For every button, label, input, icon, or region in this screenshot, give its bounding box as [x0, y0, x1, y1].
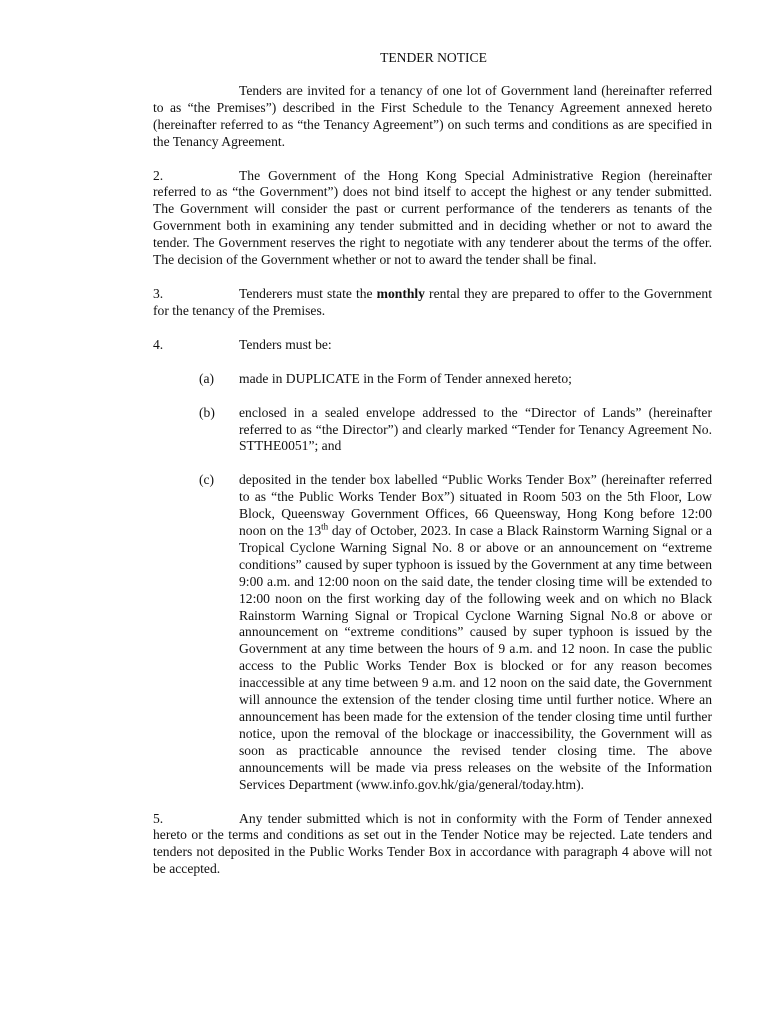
- subparagraph-a: [153, 371, 712, 388]
- paragraph-5-text: Any tender submitted which is not in conformity with the Form of Tender annexed hereto or the terms and conditions as set out in the Tender Notice may be rejected. Late tenders and tenders not deposited in the Public Works Tender Box in accordance with paragraph 4 above will not be accepted.: [153, 810, 712, 877]
- paragraph-3-number: 3.: [153, 285, 164, 301]
- ordinal-superscript: th: [321, 521, 329, 532]
- paragraph-2-number: 2.: [153, 167, 164, 183]
- paragraph-3: [153, 286, 712, 320]
- paragraph-4-text: Tenders must be:: [239, 336, 332, 352]
- subparagraph-c-label: (c): [199, 472, 215, 488]
- document-title: TENDER NOTICE: [380, 50, 487, 65]
- subparagraph-b: [153, 405, 712, 456]
- paragraph-5: [153, 811, 712, 879]
- paragraph-5-number: 5.: [153, 810, 164, 826]
- paragraph-2: [153, 168, 712, 269]
- paragraph-1: [153, 83, 712, 151]
- subparagraph-c-text-before: deposited in the tender box labelled “Public Works Tender Box” (hereinafter referred to as “the Public Works Tender Box”) situated in Room 503 on the 5th Floor, Low Block, Queensway Government Offices, 66 Queensway, Hong Kong before 12:00 noon on the 13: [239, 472, 712, 539]
- paragraph-3-text-before: Tenderers must state the: [239, 285, 377, 301]
- subparagraph-c-text: [239, 472, 712, 793]
- paragraph-1-text: Tenders are invited for a tenancy of one lot of Government land (hereinafter referred to as “the Premises”) described in the First Schedule to the Tenancy Agreement annexed hereto (hereinafter referred to as “the Tenancy Agreement”) on such terms and conditions as are specified in the Tenancy Agreement.: [153, 82, 712, 149]
- document-page: [153, 50, 712, 895]
- paragraph-4-number: 4.: [153, 336, 164, 352]
- subparagraph-c-text-after: day of October, 2023. In case a Black Rainstorm Warning Signal or a Tropical Cyclone Warning Signal No. 8 or above or an announcement on “extreme conditions” caused by super typhoon is issued by the Government at any time between 9:00 a.m. and 12:00 noon on the said date, the tender closing time will be extended to 12:00 noon on the first working day of the following week and on which no Black Rainstorm Warning Signal or Tropical Cyclone Warning Signal No.8 or above or announcement on “extreme conditions” caused by super typhoon is issued by the Government at any time between the hours of 9 a.m. and 12 noon. In case the public access to the Public Works Tender Box is blocked or for any reason becomes inaccessible at any time between 9 a.m. and 12 noon on the said date, the Government will announce the extension of the tender closing time until further notice. Where an announcement has been made for the extension of the tender closing time until further notice, upon the removal of the blockage or inaccessibility, the Government will as soon as practicable announce the revised tender closing time. The above announcements will be made via press releases on the website of the Information Services Department (www.info.gov.hk/gia/general/today.htm).: [239, 523, 712, 792]
- paragraph-2-text: The Government of the Hong Kong Special Administrative Region (hereinafter referred to as “the Government”) does not bind itself to accept the highest or any tender submitted. The Government will consider the past or current performance of the tenderers as tenants of the Government both in examining any tender submitted and in deciding whether or not to award the tender. The Government reserves the right to negotiate with any tenderer about the terms of the offer. The decision of the Government whether or not to award the tender shall be final.: [153, 167, 712, 268]
- paragraph-3-bold-term: monthly: [376, 285, 425, 301]
- subparagraph-a-label: (a): [199, 370, 215, 386]
- paragraph-4: [153, 337, 712, 354]
- paragraph-3-text-after: rental they are prepared to offer to the Government for the tenancy of the Premises.: [153, 285, 712, 318]
- subparagraph-a-text: made in DUPLICATE in the Form of Tender annexed hereto;: [239, 370, 572, 386]
- subparagraph-b-label: (b): [199, 404, 215, 420]
- subparagraph-b-text: enclosed in a sealed envelope addressed to the “Director of Lands” (hereinafter referred to as “the Director”) and clearly marked “Tender for Tenancy Agreement No. STTHE0051”; and: [239, 404, 712, 454]
- subparagraph-c: [153, 472, 712, 793]
